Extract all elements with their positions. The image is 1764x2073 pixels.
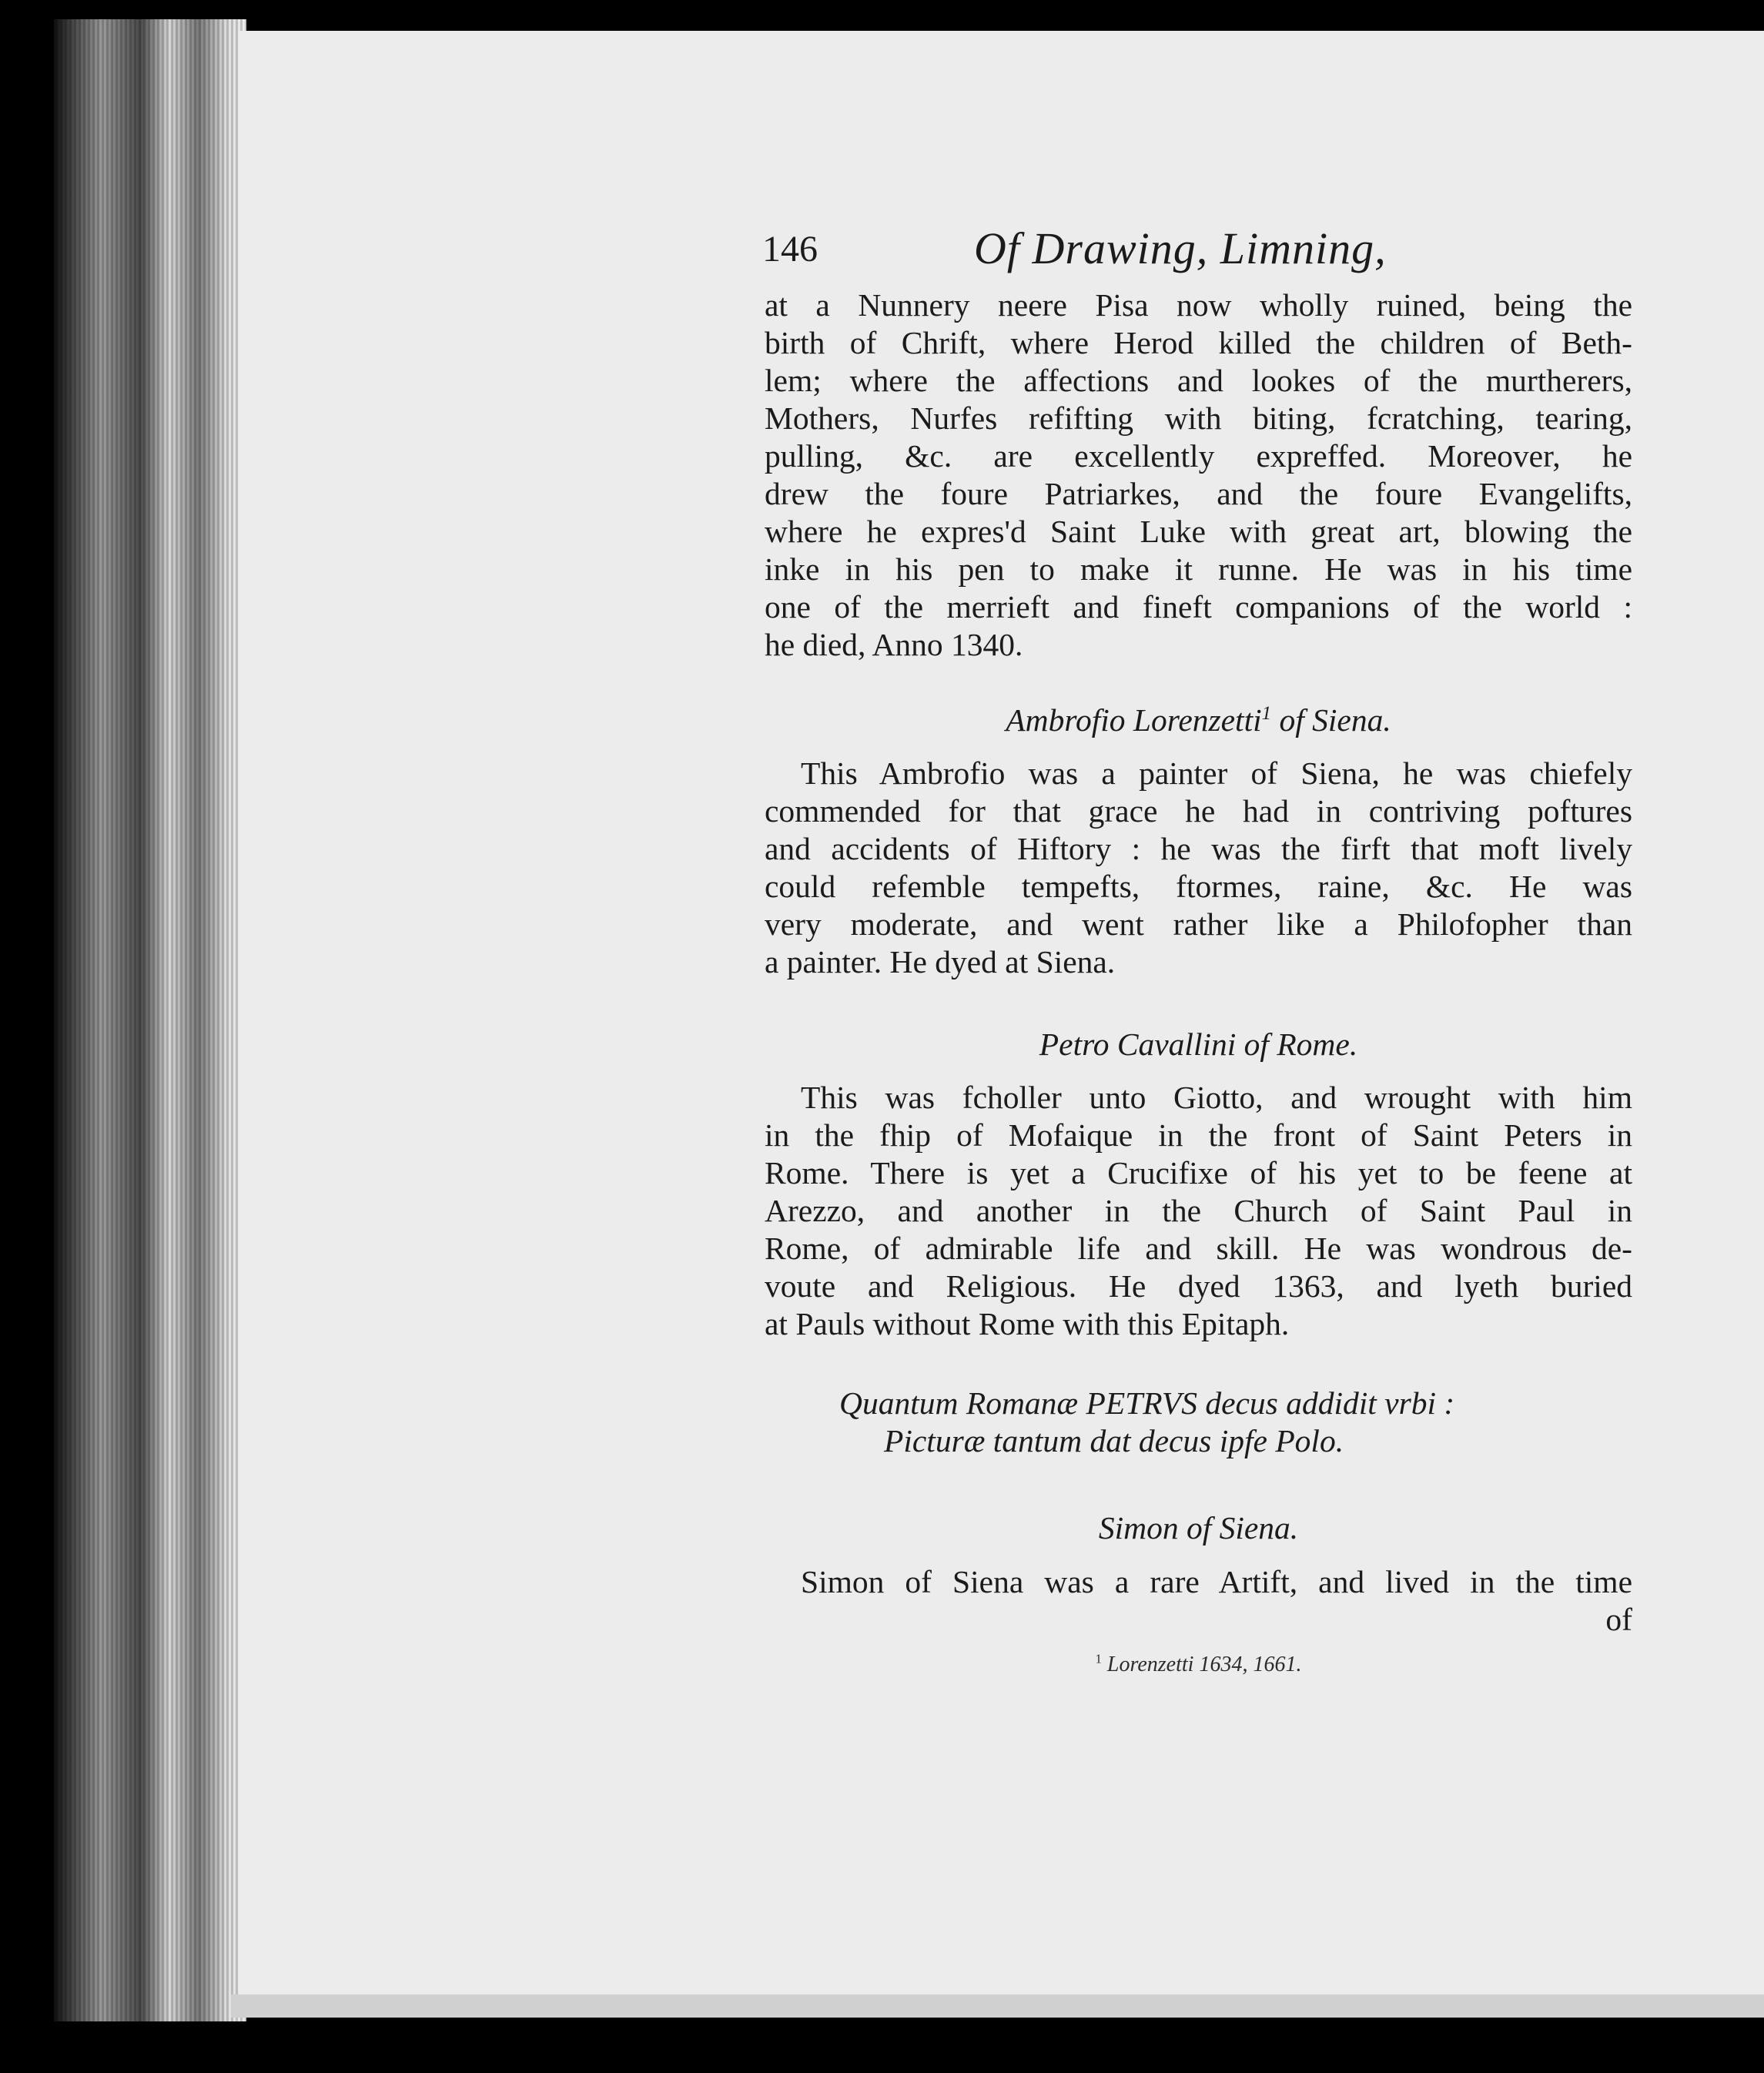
text-line: in the fhip of Mofaique in the front of Saint Peters in — [765, 1117, 1632, 1153]
text-line: Simon of Siena was a rare Artift, and lived in the time — [801, 1564, 1632, 1599]
running-title: Of Drawing, Limning, — [974, 223, 1387, 273]
text-line: drew the foure Patriarkes, and the foure Evangelifts, — [765, 476, 1632, 511]
page-number: 146 — [762, 229, 818, 270]
footnote-text: Lorenzetti 1634, 1661. — [1101, 1653, 1302, 1676]
text-line: at Pauls without Rome with this Epitaph. — [765, 1306, 1290, 1341]
text-line: pulling, &c. are excellently expreffed. Moreover, he — [765, 438, 1632, 474]
section-heading: Petro Cavallini of Rome. — [1039, 1026, 1358, 1062]
heading-text: Ambrofio Lorenzetti — [1006, 702, 1262, 738]
text-line: inke in his pen to make it runne. He was in his time — [765, 551, 1632, 587]
footnote-mark: 1 — [1261, 703, 1272, 725]
text-line: at a Nunnery neere Pisa now wholly ruined, being the — [765, 287, 1632, 323]
text-line: Mothers, Nurfes refifting with biting, fcratching, tearing, — [765, 400, 1632, 436]
footnote — [765, 1651, 1632, 1679]
text-line: could refemble tempefts, ftormes, raine, &c. He was — [765, 869, 1632, 904]
catchword: of — [1605, 1602, 1632, 1637]
text-line: This Ambrofio was a painter of Siena, he was chiefely — [801, 755, 1632, 791]
text-line: Rome. There is yet a Crucifixe of his yet to be feene at — [765, 1155, 1632, 1191]
section-heading — [765, 701, 1632, 739]
section-heading: Simon of Siena. — [1098, 1510, 1299, 1546]
text-line: where he expres'd Saint Luke with great art, blowing the — [765, 514, 1632, 549]
text-line: birth of Chrift, where Herod killed the children of Beth- — [765, 325, 1632, 360]
text-line: a painter. He dyed at Siena. — [765, 944, 1116, 980]
text-line: he died, Anno 1340. — [765, 627, 1023, 662]
text-line: commended for that grace he had in contriving poftures — [765, 793, 1632, 829]
text-line: lem; where the affections and lookes of the murtherers, — [765, 363, 1632, 398]
footnote-mark: 1 — [1095, 1651, 1102, 1666]
text-line: and accidents of Hiftory : he was the firft that moft lively — [765, 831, 1632, 866]
text-line: very moderate, and went rather like a Philofopher than — [765, 906, 1632, 942]
text-line: Rome, of admirable life and skill. He was wondrous de- — [765, 1231, 1632, 1266]
epitaph-line: Picturæ tantum dat decus ipfe Polo. — [884, 1423, 1344, 1458]
epitaph-line: Quantum Romanæ PETRVS decus addidit vrbi : — [839, 1385, 1455, 1421]
text-line: voute and Religious. He dyed 1363, and lyeth buried — [765, 1268, 1632, 1304]
text-line: one of the merrieft and fineft companions of the world : — [765, 589, 1632, 625]
heading-suffix: of Siena. — [1271, 702, 1391, 738]
text-line: This was fcholler unto Giotto, and wrought with him — [801, 1080, 1632, 1115]
text-line: Arezzo, and another in the Church of Saint Paul in — [765, 1193, 1632, 1228]
